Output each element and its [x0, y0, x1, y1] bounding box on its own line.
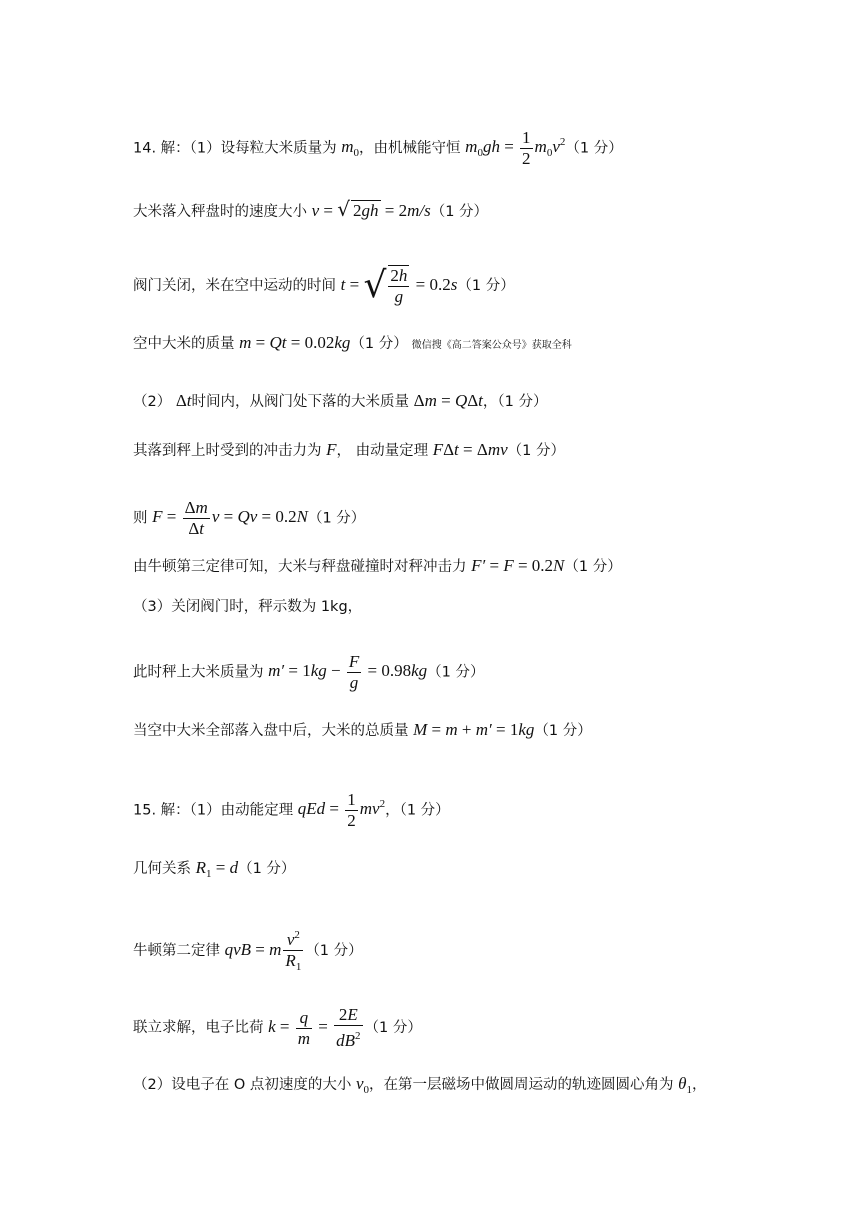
- q14-line-9: （3）关闭阀门时，秤示数为 1kg，: [133, 599, 363, 615]
- q14-heading: 14. 解：（1）设每粒大米质量为: [133, 140, 342, 157]
- math-v0: $v_0$: [355, 1074, 370, 1096]
- q15-line-2: 几何关系 $R_1 = d(1$ 分）: [133, 858, 296, 880]
- velocity-equation: v = √ 2gh = 2m/s: [311, 197, 431, 221]
- mass-equation: m = Qt = 0.02kg: [239, 333, 351, 352]
- q15-heading: 15. 解：（1）由动能定理: [133, 802, 298, 819]
- q14-line-5: （2） Δt时间内，从阀门处下落的大米质量 Δm = QΔt，（1 分）: [133, 391, 548, 410]
- q14-line-3: 阀门关闭，米在空中运动的时间 t = √ $\frac{2h}{g}$ = 0.2s（1 分）: [133, 265, 515, 306]
- charge-mass-ratio-equation: k = $\frac{q}{m}$ = $\frac{2E}{dB^2}$: [268, 1005, 361, 1050]
- newton-second-law-equation: qvB = m $\frac{v^2}{R_1}$: [225, 940, 306, 959]
- q14-line-6: 其落到秤上时受到的冲击力为 F， 由动量定理 FΔt = Δmv（1 分）: [133, 440, 565, 459]
- math-m0: $m_0$: [341, 137, 360, 160]
- watermark-note: 微信搜《高二答案公众号》获取全科: [411, 340, 572, 351]
- q14-line-4: 空中大米的质量 m = Qt = 0.02kg（1 分） 微信搜《高二答案公众号》获取全科: [133, 333, 572, 352]
- math-theta1: $\theta_1$: [678, 1074, 692, 1096]
- momentum-equation: FΔt = Δmv: [432, 440, 508, 459]
- reaction-force-equation: F′ = F = 0.2N: [471, 556, 565, 575]
- q15-line-4: 联立求解，电子比荷 k = $\frac{q}{m}$ = $\frac{2E}{dB^2}$ （1 分）: [133, 1005, 422, 1050]
- force-equation: F = $\frac{\Delta m}{\Delta t}$ v = Qv = 0.2N: [152, 498, 308, 538]
- mass-on-scale-equation: m′ = 1kg − $\frac{F}{g}$ = 0.98kg: [268, 652, 428, 692]
- q15-line-3: 牛顿第二定律 qvB = m $\frac{v^2}{R_1}$ （1 分）: [133, 925, 363, 977]
- q14-line-2: 大米落入秤盘时的速度大小 v = √ 2gh = 2m/s（1 分）: [133, 197, 489, 221]
- energy-equation: $m_0gh$ = $\frac{1}{2}$ $m_0v^2$: [465, 128, 566, 168]
- q14-line-7: 则 F = $\frac{\Delta m}{\Delta t}$ v = Qv = 0.2N（1 分）: [133, 498, 366, 538]
- q14-line-10: 此时秤上大米质量为 m′ = 1kg − $\frac{F}{g}$ = 0.98kg（1 分）: [133, 652, 485, 692]
- q15-line-5: （2）设电子在 O 点初速度的大小 $v_0$，在第一层磁场中做圆周运动的轨迹圆圆心角为 $\theta_1$，: [133, 1074, 707, 1096]
- kinetic-energy-equation: qEd = $\frac{1}{2}$ $mv^2$: [297, 790, 386, 830]
- total-mass-equation: M = m + m′ = 1kg: [413, 720, 535, 739]
- delta-t: Δt: [175, 391, 192, 410]
- q14-line-1: 14. 解：（1）设每粒大米质量为 $m_0$，由机械能守恒 $m_0gh$ = $\frac{1}{2}$ $m_0v^2(1$ 分）: [133, 128, 623, 168]
- q14-line-11: 当空中大米全部落入盘中后，大米的总质量 M = m + m′ = 1kg（1 分）: [133, 720, 592, 739]
- geometry-equation: $R_1 = d$: [195, 858, 239, 880]
- delta-m-equation: Δm = QΔt: [413, 391, 483, 410]
- q15-line-1: 15. 解：（1）由动能定理 qEd = $\frac{1}{2}$ $mv^2$，（1 分）: [133, 790, 450, 830]
- q14-line-8: 由牛顿第三定律可知，大米与秤盘碰撞时对秤冲击力 F′ = F = 0.2N（1 分）: [133, 556, 622, 575]
- time-equation: t = √ $\frac{2h}{g}$ = 0.2s: [340, 265, 458, 306]
